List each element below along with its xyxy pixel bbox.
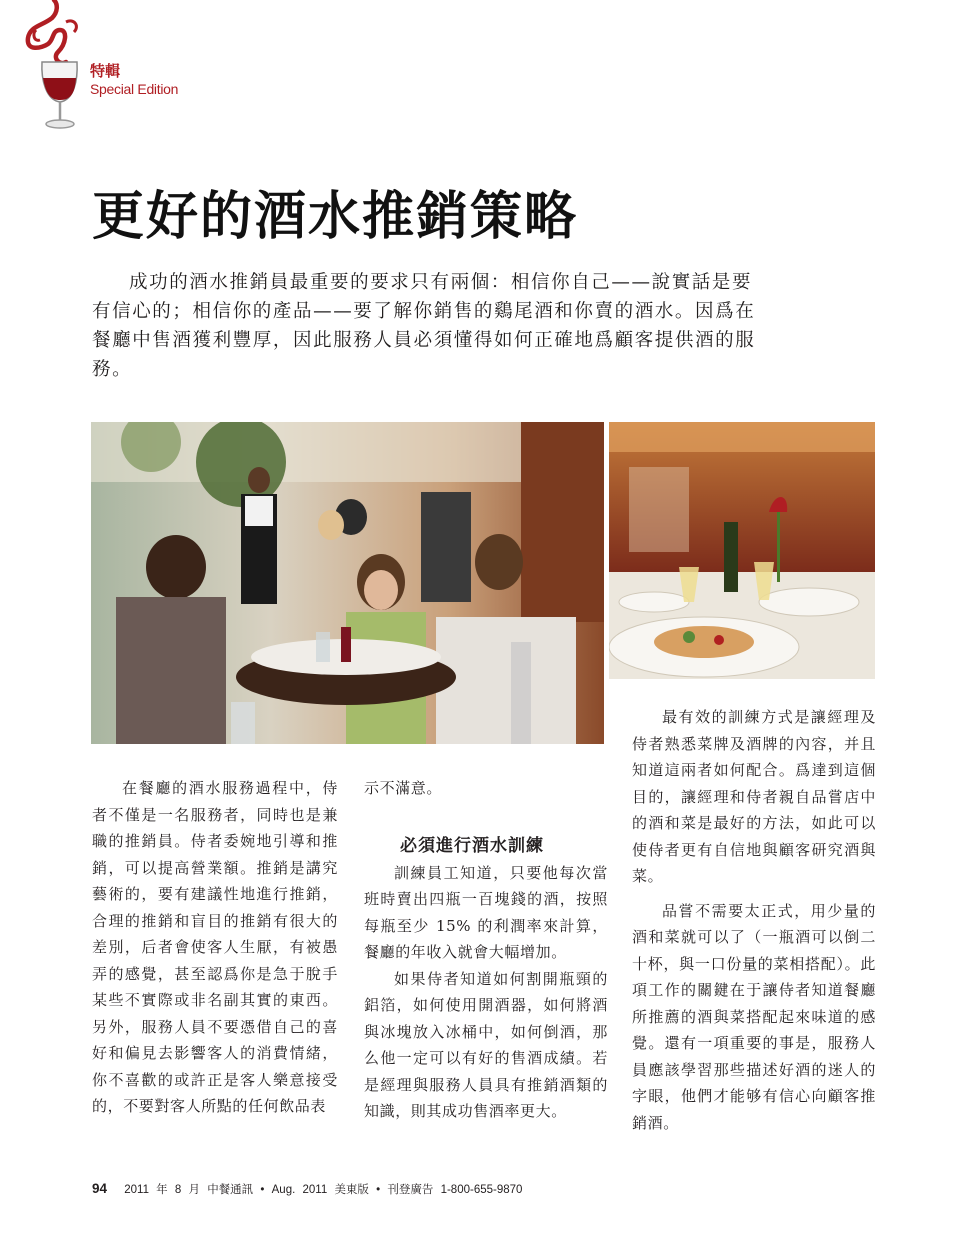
column-2-paragraph-1: 訓練員工知道，只要他每次當班時賣出四瓶一百塊錢的酒，按照每瓶至少 15% 的利潤率來計算，餐廳的年收入就會大幅增加。 (364, 863, 608, 961)
page-footer (92, 1181, 526, 1197)
section-label-zh: 特輯 (90, 62, 121, 80)
footer-edition: 美東版 (334, 1184, 369, 1196)
column-3-paragraph-2: 品嘗不需要太正式，用少量的酒和菜就可以了（一瓶酒可以倒二十杯，與一口份量的菜相搭配）。此項工作的關鍵在于讓侍者知道餐廳所推薦的酒與菜搭配起來味道的感覺。還有一項重要的事是，服務人員應該學習那些描述好酒的迷人的字眼，他們才能够有信心向顧客推銷酒。 (632, 901, 876, 1132)
intro-paragraph: 成功的酒水推銷員最重要的要求只有兩個：相信你自己——說實話是要有信心的；相信你的產品——要了解你銷售的鷄尾酒和你賣的酒水。因爲在餐廳中售酒獲利豐厚，因此服務人員必須懂得如何正確地爲顧客提供酒的服務。 (92, 272, 756, 380)
restaurant-dining-photo (91, 422, 604, 744)
article-title: 更好的酒水推銷策略 (92, 186, 579, 247)
subheading-wine-training: 必須進行酒水訓練 (400, 835, 544, 856)
column-1-paragraph: 在餐廳的酒水服務過程中，侍者不僅是一名服務者，同時也是兼職的推銷員。侍者委婉地引導和推銷，可以提高營業額。推銷是講究藝術的，要有建議性地進行推銷，合理的推銷和盲目的推銷有很大的差別，后者會使客人生厭，有被愚弄的感覺，甚至認爲你是急于脫手某些不實際或非名副其實的東西。另外，服務人員不要憑借自己的喜好和偏見去影響客人的消費情緒，你不喜歡的或許正是客人樂意接受的，不要對客人所點的任何飲品表 (92, 779, 338, 1115)
wine-food-pairing-photo (609, 422, 875, 679)
footer-month-unit: 月 (188, 1184, 200, 1196)
column-3-paragraph-1: 最有效的訓練方式是讓經理及侍者熟悉菜牌及酒牌的內容，并且知道這兩者如何配合。爲達到這個目的，讓經理和侍者親自品嘗店中的酒和菜是最好的方法，如此可以使侍者更有自信地與顧客研究酒與菜。 (632, 708, 876, 885)
footer-year: 2011 (124, 1184, 149, 1196)
footer-separator-2: • (376, 1184, 381, 1196)
footer-publication: 中餐通訊 (207, 1184, 254, 1196)
column-2-continuation: 示不滿意。 (364, 779, 443, 797)
footer-year-2: 2011 (302, 1184, 328, 1196)
footer-year-unit: 年 (156, 1184, 168, 1196)
wine-glass-logo-icon (22, 0, 92, 132)
article-column-2 (364, 775, 608, 1125)
article-column-3 (632, 704, 876, 1136)
page-number: 94 (92, 1181, 108, 1196)
footer-ads: 刊登廣告 (387, 1184, 434, 1196)
footer-month: 8 (174, 1184, 182, 1196)
footer-separator: • (260, 1184, 265, 1196)
column-2-paragraph-2: 如果侍者知道如何割開瓶頸的鋁箔，如何使用開酒器，如何將酒與冰塊放入冰桶中，如何倒酒，那么他一定可以有好的售酒成績。若是經理與服務人員具有推銷酒類的知識，則其成功售酒率更大。 (364, 969, 608, 1120)
footer-phone: 1-800-655-9870 (440, 1184, 523, 1196)
article-column-1 (92, 775, 338, 1120)
footer-month-en: Aug. (271, 1184, 296, 1196)
section-label-en: Special Edition (90, 81, 179, 97)
